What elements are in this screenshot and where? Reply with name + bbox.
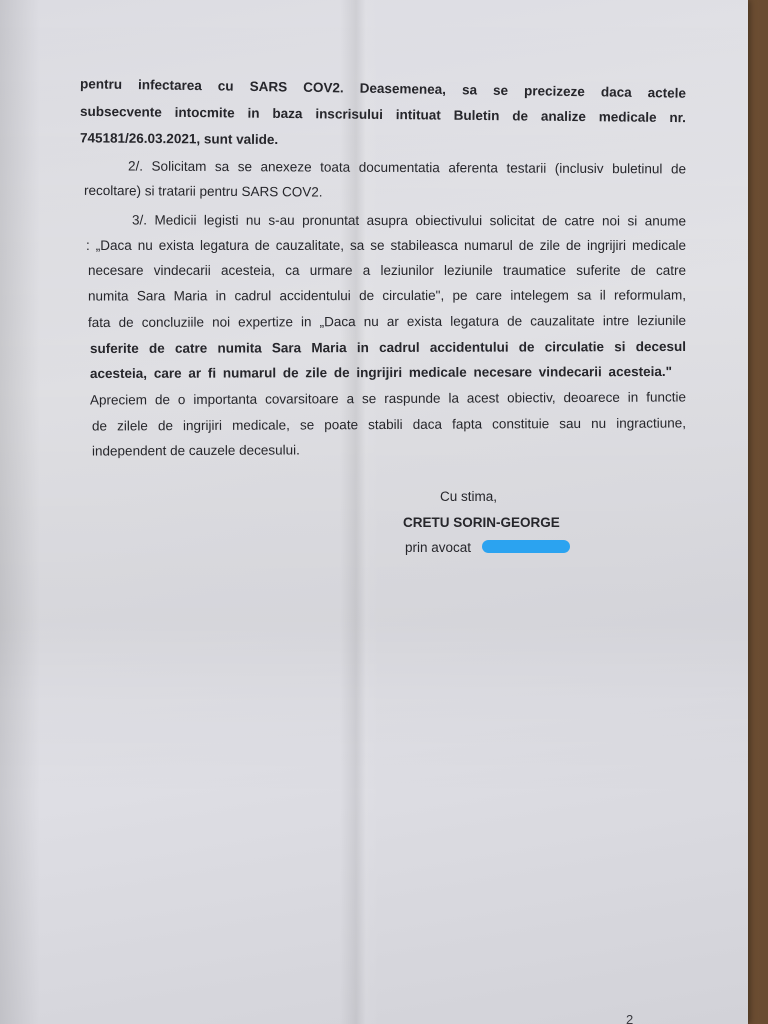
paragraph-3-line-5: fata de concluziile noi expertize in „Daca nu ar exista legatura de cauzalitate intre leziunile [87, 312, 687, 331]
closing-salutation: Cu stima, [440, 489, 498, 504]
paragraph-1-line-3: 745181/26.03.2021, sunt valide. [79, 130, 279, 148]
paragraph-2-line-1: 2/. Solicitam sa se anexeze toata documentatia aferenta testarii (inclusiv buletinul de [127, 158, 687, 177]
page-number: 2 [626, 1012, 634, 1024]
paragraph-3-line-7: acesteia, care ar fi numarul de zile de ingrijiri medicale necesare vindecarii acesteia." [89, 363, 673, 382]
redaction-mark [482, 540, 570, 553]
paragraph-1-line-2: subsecvente intocmite in baza inscrisului intituat Buletin de analize medicale nr. [79, 103, 687, 126]
paragraph-3-line-2: : „Daca nu exista legatura de cauzalitate, sa se stabileasca numarul de zile de ingrijiri medicale [86, 238, 686, 253]
paragraph-3-line-4: numita Sara Maria in cadrul accidentului de circulatie", pe care intelegem sa il reformulam, [87, 287, 687, 304]
paragraph-4-line-1: Apreciem de o importanta covarsitoare a se raspunde la acest obiectiv, deoarece in functie [89, 389, 687, 408]
paragraph-3-line-6: suferite de catre numita Sara Maria in cadrul accidentului de circulatie si decesul [89, 338, 687, 357]
paragraph-3-line-1: 3/. Medicii legisti nu s-au pronuntat asupra obiectivului solicitat de catre noi si anume [131, 212, 687, 229]
signer-name: CRETU SORIN-GEORGE [403, 515, 560, 530]
attorney-line: prin avocat [405, 540, 472, 555]
paragraph-3-line-3: necesare vindecarii acesteia, ca urmare a leziunilor leziunile traumatice suferite de catre [88, 263, 686, 278]
paragraph-4-line-3: independent de cauzele decesului. [91, 442, 300, 459]
paragraph-1-line-1: pentru infectarea cu SARS COV2. Deasemenea, sa se precizeze daca actele [79, 76, 687, 101]
paragraph-2-line-2: recoltare) si tratarii pentru SARS COV2. [83, 182, 323, 200]
paragraph-4-line-2: de zilele de ingrijiri medicale, se poate stabili daca fapta constituie sau nu ingractiune, [91, 415, 687, 434]
